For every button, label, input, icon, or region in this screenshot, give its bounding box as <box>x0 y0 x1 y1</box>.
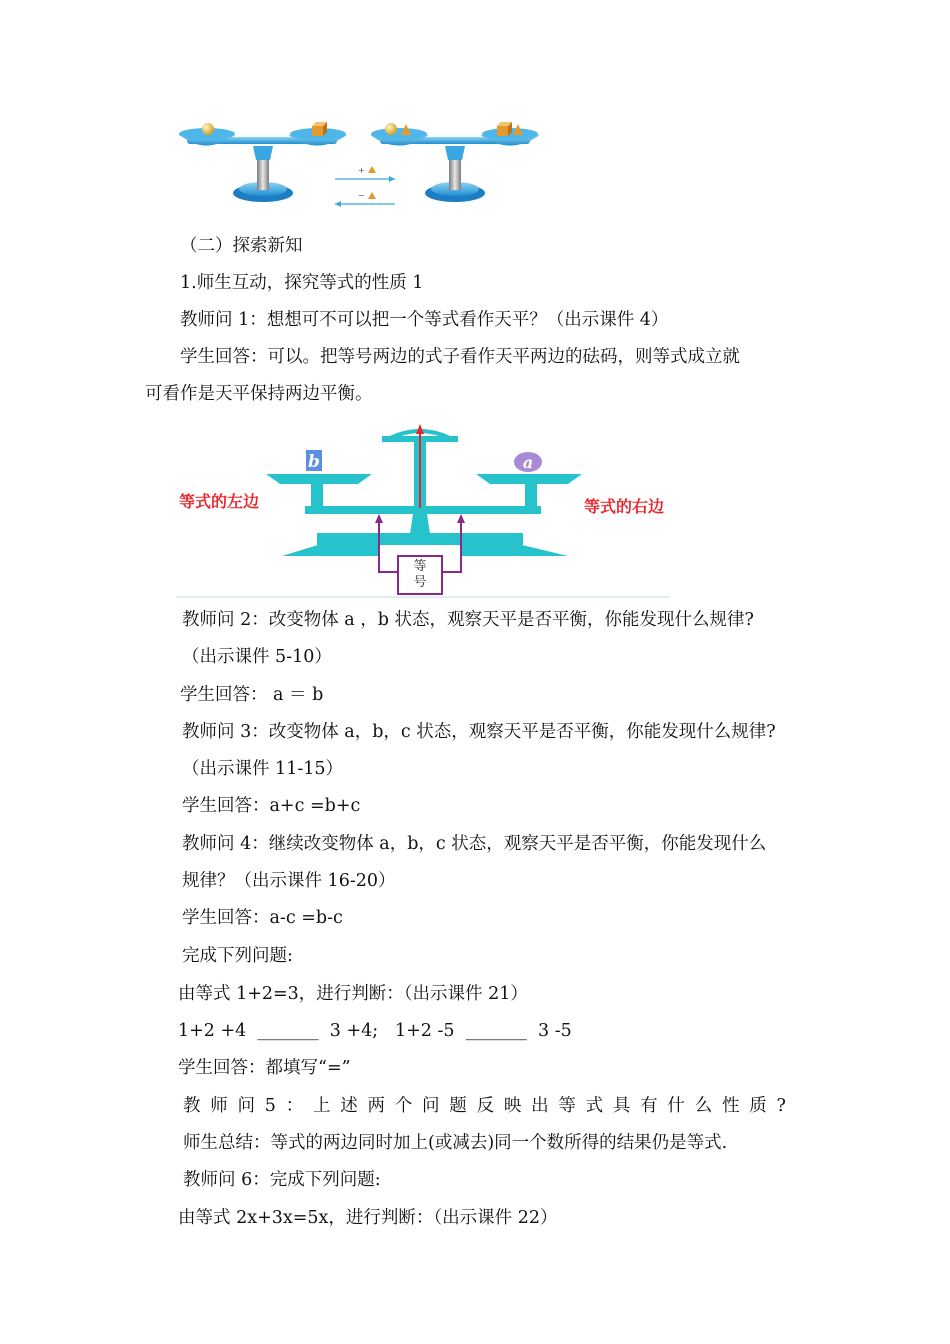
exercise-condition-1: 由等式 1+2=3，进行判断：（出示课件 21） <box>178 984 528 1004</box>
student-answer-2: 学生回答： a ＝ b <box>180 685 324 705</box>
svg-text:号: 号 <box>413 575 427 590</box>
subsection-heading: 1.师生互动，探究等式的性质 1 <box>180 273 424 293</box>
balance-scales-figure <box>175 118 550 213</box>
transfer-arrows <box>335 166 395 207</box>
teacher-question-4: 教师问 4：继续改变物体 a，b，c 状态，观察天平是否平衡，你能发现什么 <box>182 834 767 854</box>
teacher-question-3: 教师问 3：改变物体 a，b，c 状态，观察天平是否平衡，你能发现什么规律? <box>182 722 776 742</box>
student-answer-1-line2: 可看作是天平保持两边平衡。 <box>145 384 373 404</box>
section-heading: （二）探索新知 <box>180 236 303 256</box>
student-answer-1-line1: 学生回答：可以。把等号两边的式子看作天平两边的砝码，则等式成立就 <box>180 347 740 367</box>
teacher-question-4-cont: 规律？（出示课件 16-20） <box>182 871 396 891</box>
equation-balance-figure <box>170 418 680 600</box>
exercise-prompt: 完成下列问题: <box>182 946 293 966</box>
svg-text:a: a <box>522 453 534 472</box>
teacher-question-3-ref: （出示课件 11-15） <box>182 759 344 779</box>
student-answer-5: 学生回答：都填写“=” <box>178 1058 351 1078</box>
ball-icon <box>202 123 214 135</box>
exercise-condition-2: 由等式 2x+3x=5x，进行判断：（出示课件 22） <box>178 1208 558 1228</box>
svg-text:等号: 等号 <box>170 418 172 419</box>
balance-scale-left <box>179 122 347 202</box>
teacher-question-5: 教 师 问 5 ： 上 述 两 个 问 题 反 映 出 等 式 具 有 什 么 性 质 ? <box>183 1096 786 1116</box>
triangle-icon <box>368 192 376 199</box>
right-side-label: 等式的右边 <box>584 497 665 516</box>
teacher-question-2-ref: （出示课件 5-10） <box>182 647 332 667</box>
balance-scale-right <box>370 122 540 202</box>
exercise-item-1: 1+2 +4 _______ 3 +4; <box>178 1021 379 1041</box>
summary-statement: 师生总结：等式的两边同时加上(或减去)同一个数所得的结果仍是等式. <box>183 1133 728 1153</box>
triangle-icon <box>368 166 376 173</box>
ball-icon <box>385 123 397 135</box>
teacher-question-1: 教师问 1：想想可不可以把一个等式看作天平？（出示课件 4） <box>180 310 669 330</box>
left-side-label: 等式的左边 <box>179 492 260 511</box>
balance-beam <box>266 429 582 556</box>
cube-icon <box>497 122 512 136</box>
teacher-question-2: 教师问 2：改变物体 a ，b 状态，观察天平是否平衡，你能发现什么规律? <box>182 610 754 630</box>
svg-text:+: + <box>358 166 365 175</box>
student-answer-3: 学生回答：a+c =b+c <box>182 796 361 816</box>
svg-text:b: b <box>308 452 320 472</box>
svg-text:−: − <box>358 191 365 200</box>
svg-text:等: 等 <box>413 559 427 574</box>
teacher-question-6: 教师问 6：完成下列问题: <box>183 1170 381 1190</box>
cube-icon <box>312 122 327 136</box>
exercise-item-2: 1+2 -5 _______ 3 -5 <box>395 1021 572 1041</box>
student-answer-4: 学生回答：a-c =b-c <box>182 908 343 928</box>
